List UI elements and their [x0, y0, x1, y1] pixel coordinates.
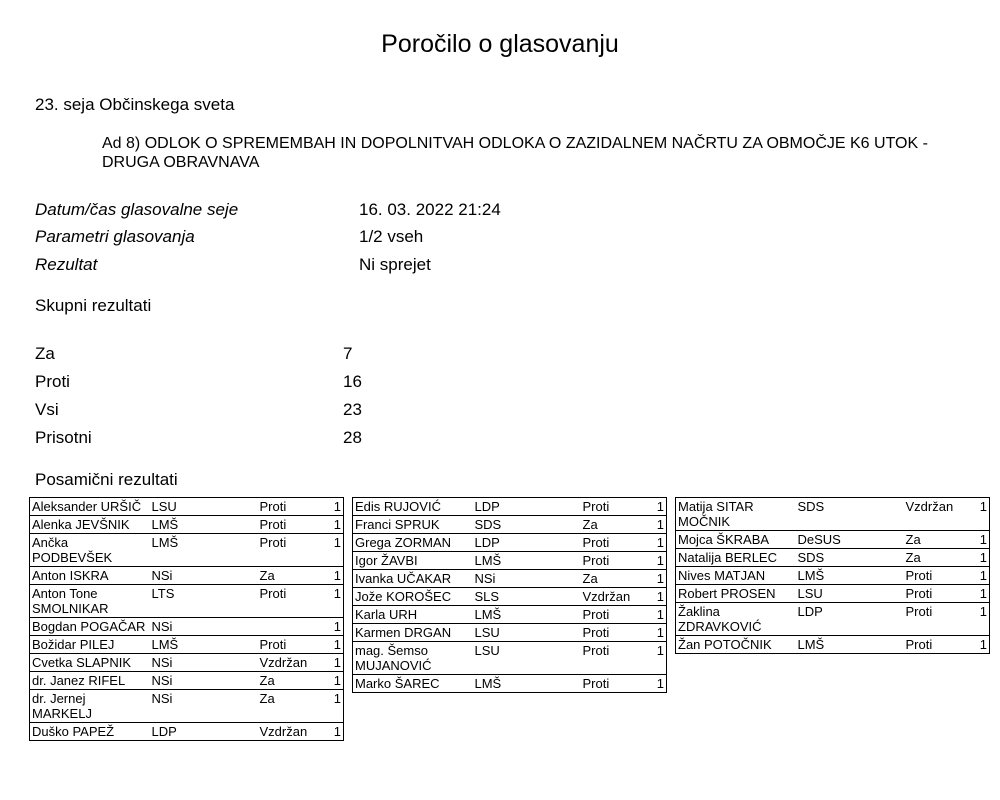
- member-name: Božidar PILEJ: [30, 636, 150, 654]
- member-vote: Proti: [258, 534, 330, 567]
- member-vote: Proti: [581, 675, 653, 693]
- meta-row-result: [35, 251, 501, 279]
- member-name: Žaklina ZDRAVKOVIĆ: [676, 603, 796, 636]
- member-vote: Proti: [258, 498, 330, 516]
- member-party: SDS: [796, 498, 904, 531]
- member-vote: Proti: [581, 534, 653, 552]
- vote-row: [30, 654, 344, 672]
- meta-value: 16. 03. 2022 21:24: [359, 199, 501, 219]
- vote-row: [353, 588, 667, 606]
- member-name: dr. Jernej MARKELJ: [30, 690, 150, 723]
- member-name: Karla URH: [353, 606, 473, 624]
- agenda-rest: ODLOKA O ZAZIDALNEM NAČRTU ZA OBMOČJE K6 UTOK - DRUGA OBRAVNAVA: [102, 135, 928, 171]
- member-party: LDP: [473, 534, 581, 552]
- total-label: Proti: [35, 372, 70, 391]
- vote-weight: 1: [653, 624, 667, 642]
- member-name: Alenka JEVŠNIK: [30, 516, 150, 534]
- vote-weight: 1: [653, 606, 667, 624]
- vote-row: [353, 516, 667, 534]
- vote-row: [353, 534, 667, 552]
- total-value: 28: [343, 428, 362, 447]
- vote-weight: 1: [976, 549, 990, 567]
- member-vote: Proti: [581, 552, 653, 570]
- vote-row: [676, 567, 990, 585]
- vote-row: [30, 498, 344, 516]
- vote-row: [30, 534, 344, 567]
- member-name: Franci SPRUK: [353, 516, 473, 534]
- total-row-against: [35, 368, 362, 396]
- vote-weight: 1: [330, 636, 344, 654]
- member-name: Edis RUJOVIĆ: [353, 498, 473, 516]
- votes-table-3: [675, 497, 990, 654]
- member-name: Duško PAPEŽ: [30, 723, 150, 741]
- meta-label: Datum/čas glasovalne seje: [35, 199, 239, 219]
- member-name: Anton ISKRA: [30, 567, 150, 585]
- member-party: LMŠ: [150, 516, 258, 534]
- vote-weight: 1: [976, 567, 990, 585]
- agenda-highlight: SPREMEMBAH IN DOPOLNITVAH: [222, 135, 475, 152]
- total-row-for: [35, 340, 362, 368]
- member-vote: Za: [258, 672, 330, 690]
- vote-row: [676, 636, 990, 654]
- vote-weight: 1: [653, 675, 667, 693]
- vote-row: [30, 690, 344, 723]
- member-name: mag. Šemso MUJANOVIĆ: [353, 642, 473, 675]
- total-value: 16: [343, 372, 362, 391]
- member-party: LDP: [796, 603, 904, 636]
- vote-weight: 1: [330, 498, 344, 516]
- member-name: Marko ŠAREC: [353, 675, 473, 693]
- vote-row: [30, 723, 344, 741]
- member-vote: Vzdržan: [258, 723, 330, 741]
- member-vote: Vzdržan: [258, 654, 330, 672]
- total-value: 7: [343, 344, 353, 363]
- member-party: LMŠ: [473, 675, 581, 693]
- vote-weight: 1: [330, 690, 344, 723]
- member-vote: Proti: [904, 567, 976, 585]
- total-label: Prisotni: [35, 428, 92, 447]
- member-party: NSi: [150, 672, 258, 690]
- member-party: NSi: [473, 570, 581, 588]
- member-name: Anton Tone SMOLNIKAR: [30, 585, 150, 618]
- vote-row: [30, 585, 344, 618]
- vote-row: [676, 549, 990, 567]
- total-value: 23: [343, 400, 362, 419]
- member-vote: Proti: [581, 606, 653, 624]
- member-name: Mojca ŠKRABA: [676, 531, 796, 549]
- vote-weight: 1: [653, 534, 667, 552]
- member-party: LMŠ: [150, 534, 258, 567]
- member-vote: Vzdržan: [581, 588, 653, 606]
- vote-row: [30, 516, 344, 534]
- member-vote: Proti: [904, 585, 976, 603]
- vote-weight: 1: [653, 642, 667, 675]
- member-party: NSi: [150, 654, 258, 672]
- vote-metadata: [35, 196, 501, 279]
- vote-weight: 1: [330, 723, 344, 741]
- member-name: dr. Janez RIFEL: [30, 672, 150, 690]
- member-name: Nives MATJAN: [676, 567, 796, 585]
- vote-weight: 1: [653, 588, 667, 606]
- member-vote: Za: [258, 690, 330, 723]
- vote-weight: 1: [653, 498, 667, 516]
- member-party: LSU: [473, 642, 581, 675]
- member-party: LSU: [150, 498, 258, 516]
- member-name: Cvetka SLAPNIK: [30, 654, 150, 672]
- meta-value: Ni sprejet: [359, 254, 431, 274]
- vote-weight: 1: [976, 585, 990, 603]
- session-name: 23. seja Občinskega sveta: [35, 95, 235, 114]
- member-vote: Za: [904, 531, 976, 549]
- member-name: Robert PROSEN: [676, 585, 796, 603]
- vote-row: [676, 603, 990, 636]
- member-party: LDP: [473, 498, 581, 516]
- vote-row: [30, 618, 344, 636]
- vote-weight: 1: [976, 531, 990, 549]
- vote-row: [353, 642, 667, 675]
- member-name: Ančka PODBEVŠEK: [30, 534, 150, 567]
- member-vote: Vzdržan: [904, 498, 976, 531]
- vote-weight: 1: [976, 498, 990, 531]
- vote-row: [30, 636, 344, 654]
- vote-weight: 1: [330, 618, 344, 636]
- member-name: Grega ZORMAN: [353, 534, 473, 552]
- vote-weight: 1: [653, 570, 667, 588]
- member-name: Ivanka UČAKAR: [353, 570, 473, 588]
- member-vote: Proti: [258, 585, 330, 618]
- vote-weight: 1: [330, 585, 344, 618]
- member-name: Žan POTOČNIK: [676, 636, 796, 654]
- total-label: Vsi: [35, 400, 59, 419]
- vote-row: [353, 552, 667, 570]
- meta-row-parameters: [35, 224, 501, 252]
- member-vote: Proti: [258, 636, 330, 654]
- vote-row: [30, 567, 344, 585]
- member-vote: Proti: [581, 642, 653, 675]
- member-party: LSU: [796, 585, 904, 603]
- meta-value: 1/2 vseh: [359, 227, 424, 247]
- member-party: LDP: [150, 723, 258, 741]
- vote-weight: 1: [330, 672, 344, 690]
- member-party: SDS: [473, 516, 581, 534]
- meta-row-datetime: [35, 196, 501, 224]
- vote-weight: 1: [330, 567, 344, 585]
- member-party: NSi: [150, 618, 258, 636]
- vote-row: [676, 585, 990, 603]
- member-vote: Za: [258, 567, 330, 585]
- member-vote: Proti: [904, 636, 976, 654]
- member-vote: Za: [904, 549, 976, 567]
- agenda-item: [102, 134, 982, 172]
- member-party: LMŠ: [473, 606, 581, 624]
- vote-weight: 1: [330, 516, 344, 534]
- totals-heading: Skupni rezultati: [35, 296, 152, 315]
- member-vote: Za: [581, 516, 653, 534]
- total-row-present: [35, 424, 362, 452]
- member-party: LSU: [473, 624, 581, 642]
- total-label: Za: [35, 344, 55, 363]
- member-vote: Za: [581, 570, 653, 588]
- member-vote: Proti: [904, 603, 976, 636]
- votes-table-1: [29, 497, 344, 741]
- member-vote: Proti: [258, 516, 330, 534]
- member-name: Aleksander URŠIČ: [30, 498, 150, 516]
- member-party: DeSUS: [796, 531, 904, 549]
- member-vote: [258, 618, 330, 636]
- meta-label: Rezultat: [35, 254, 98, 274]
- vote-row: [353, 570, 667, 588]
- member-party: NSi: [150, 567, 258, 585]
- member-party: LMŠ: [150, 636, 258, 654]
- vote-weight: 1: [330, 654, 344, 672]
- member-name: Karmen DRGAN: [353, 624, 473, 642]
- vote-row: [353, 606, 667, 624]
- report-title: Poročilo o glasovanju: [381, 30, 619, 58]
- vote-row: [353, 498, 667, 516]
- member-name: Matija SITAR MOČNIK: [676, 498, 796, 531]
- vote-weight: 1: [976, 636, 990, 654]
- member-party: SDS: [796, 549, 904, 567]
- member-party: NSi: [150, 690, 258, 723]
- votes-table-2: [352, 497, 667, 693]
- vote-weight: 1: [976, 603, 990, 636]
- vote-row: [353, 675, 667, 693]
- vote-row: [353, 624, 667, 642]
- member-party: LMŠ: [473, 552, 581, 570]
- vote-row: [676, 498, 990, 531]
- member-party: LMŠ: [796, 567, 904, 585]
- member-party: LMŠ: [796, 636, 904, 654]
- member-party: LTS: [150, 585, 258, 618]
- member-name: Bogdan POGAČAR: [30, 618, 150, 636]
- vote-weight: 1: [653, 516, 667, 534]
- member-name: Jože KOROŠEC: [353, 588, 473, 606]
- member-vote: Proti: [581, 624, 653, 642]
- member-party: SLS: [473, 588, 581, 606]
- member-vote: Proti: [581, 498, 653, 516]
- vote-row: [30, 672, 344, 690]
- member-name: Natalija BERLEC: [676, 549, 796, 567]
- vote-row: [676, 531, 990, 549]
- agenda-prefix: Ad 8) ODLOK O: [102, 135, 223, 152]
- member-name: Igor ŽAVBI: [353, 552, 473, 570]
- meta-label: Parametri glasovanja: [35, 227, 195, 247]
- vote-weight: 1: [653, 552, 667, 570]
- vote-weight: 1: [330, 534, 344, 567]
- totals-list: [35, 340, 362, 452]
- total-row-all: [35, 396, 362, 424]
- individual-heading: Posamični rezultati: [35, 470, 178, 489]
